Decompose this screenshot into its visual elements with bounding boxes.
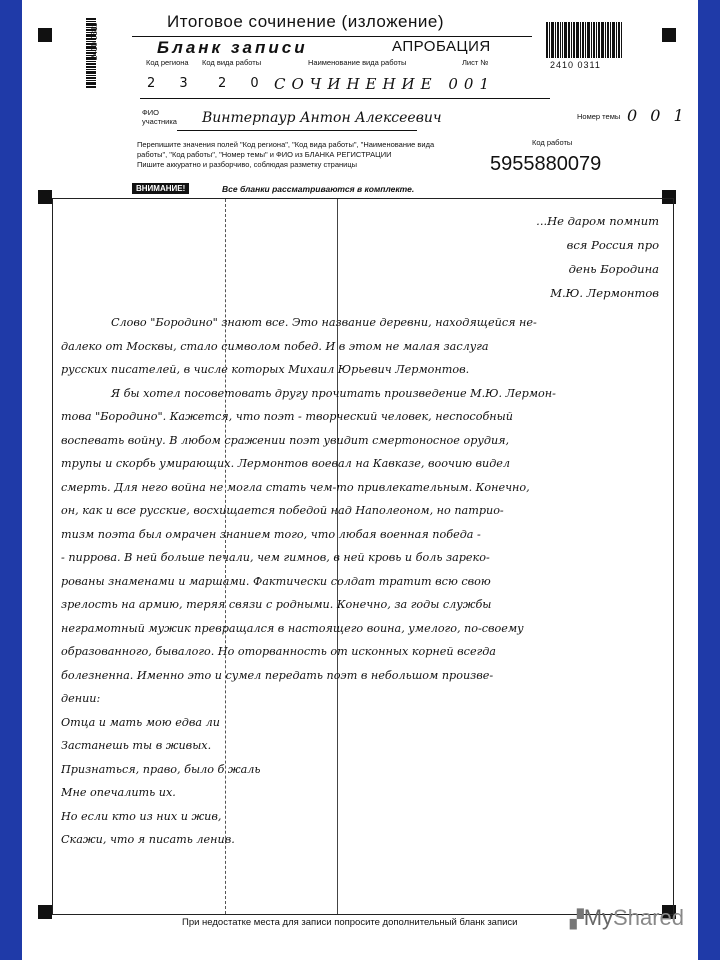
essay-line: Признаться, право, было б жаль bbox=[61, 762, 261, 776]
attention-badge: ВНИМАНИЕ! bbox=[132, 183, 189, 194]
instruction-line-1: Перепишите значения полей "Код региона", "Код вида работы", "Наименование вида bbox=[137, 140, 435, 149]
footer-note: При недостатке места для записи попросите дополнительный бланк записи bbox=[182, 917, 518, 928]
fio-label: ФИО участника bbox=[142, 108, 177, 126]
essay-line: Отца и мать мою едва ли bbox=[61, 715, 220, 729]
corner-marker-mid-left bbox=[38, 190, 52, 204]
fio-value: Винтерпаур Антон Алексеевич bbox=[202, 110, 442, 126]
essay-line: Слово "Бородино" знают все. Это название деревни, находящейся не- bbox=[111, 316, 537, 329]
essay-line: далеко от Москвы, стало символом побед. И в этом не малая заслуга bbox=[61, 339, 489, 353]
work-code-value: 5955880079 bbox=[490, 153, 602, 175]
codes-rule bbox=[140, 98, 550, 99]
essay-line: Я бы хотел посоветовать другу прочитать произведение М.Ю. Лермон- bbox=[111, 386, 556, 400]
work-code-label: Код работы bbox=[532, 138, 573, 147]
work-name-value: СОЧИНЕНИЕ 001 bbox=[274, 75, 495, 93]
essay-line: Но если кто из них и жив, bbox=[61, 809, 222, 823]
myshared-logo-icon: ▞ bbox=[569, 909, 584, 929]
work-name-label: Наименование вида работы bbox=[308, 58, 407, 67]
theme-number-value: 0 0 1 bbox=[627, 106, 688, 125]
top-barcode bbox=[546, 22, 636, 58]
essay-line: дении: bbox=[61, 692, 101, 705]
instruction-line-2: работы", "Код работы", "Номер темы" и ФИО из БЛАНКА РЕГИСТРАЦИИ bbox=[137, 150, 392, 159]
instructions bbox=[137, 140, 434, 170]
work-type-code-value: 2 0 bbox=[218, 76, 269, 91]
essay-line: - пиррова. В ней больше печали, чем гимнов, в ней кровь и боль зареко- bbox=[61, 551, 490, 564]
essay-line: Мне опечалить их. bbox=[61, 786, 176, 799]
corner-marker-top-left bbox=[38, 28, 52, 42]
essay-line: Застанешь ты в живых. bbox=[61, 739, 212, 752]
attention-text: Все бланки рассматриваются в комплекте. bbox=[222, 184, 415, 194]
instruction-line-3: Пишите аккуратно и разборчиво, соблюдая разметку страницы bbox=[137, 160, 358, 169]
side-barcode-number: 2410 0311 bbox=[90, 22, 99, 60]
work-type-code-label: Код вида работы bbox=[202, 58, 262, 67]
corner-marker-top-right bbox=[662, 28, 676, 42]
essay-text bbox=[61, 311, 661, 852]
corner-marker-bottom-left bbox=[38, 905, 52, 919]
essay-line: образованного, бывалого. Но оторванность от исконных корней всегда bbox=[61, 645, 496, 658]
essay-line: тизм поэта был омрачен знанием того, что любая военная победа - bbox=[61, 527, 481, 541]
sheet-number-label: Лист № bbox=[462, 58, 489, 67]
essay-line: смерть. Для него война не могла стать чем-то привлекательным. Конечно, bbox=[61, 480, 530, 494]
myshared-watermark bbox=[570, 905, 684, 931]
form-title: Итоговое сочинение (изложение) bbox=[167, 12, 445, 31]
epigraph-line-3: день Бородина bbox=[568, 262, 659, 276]
title-rule bbox=[132, 36, 532, 37]
essay-line: това "Бородино". Кажется, что поэт - творческий человек, неспособный bbox=[61, 410, 513, 423]
epigraph-line-4: М.Ю. Лермонтов bbox=[550, 286, 659, 300]
writing-area bbox=[52, 198, 674, 915]
region-code-label: Код региона bbox=[146, 58, 189, 67]
theme-number-label: Номер темы bbox=[577, 112, 621, 121]
essay-line: болезненна. Именно это и сумел передать поэт в небольшом произве- bbox=[61, 668, 494, 682]
fio-rule bbox=[177, 130, 417, 131]
essay-line: он, как и все русские, восхищается победой над Наполеоном, но патрио- bbox=[61, 504, 504, 517]
answer-sheet bbox=[22, 0, 698, 960]
essay-line: рованы знаменами и маршами. Фактически солдат тратит всю свою bbox=[61, 574, 491, 588]
essay-line: русских писателей, в числе которых Михаил Юрьевич Лермонтов. bbox=[61, 363, 470, 376]
essay-line: зрелость на армию, теряя связи с родными. Конечно, за годы службы bbox=[61, 598, 492, 611]
essay-line: трупы и скорбь умирающих. Лермонтов воевал на Кавказе, воочию видел bbox=[61, 457, 511, 470]
approbation-label: АПРОБАЦИЯ bbox=[392, 38, 491, 55]
epigraph-line-1: ...Не даром помнит bbox=[536, 214, 659, 228]
epigraph bbox=[536, 209, 659, 305]
region-code-value: 2 3 bbox=[147, 76, 198, 91]
brand-rest: Shared bbox=[613, 905, 684, 930]
top-barcode-number: 2410 0311 bbox=[550, 60, 601, 70]
essay-line: воспевать войну. В любом сражении поэт увидит смертоносное орудия, bbox=[61, 433, 510, 447]
essay-line: Скажи, что я писать ленив. bbox=[61, 833, 235, 846]
essay-line: неграмотный мужик превращался в настоящего воина, умелого, по-своему bbox=[61, 621, 524, 635]
form-name: Бланк записи bbox=[157, 38, 308, 57]
epigraph-line-2: вся Россия про bbox=[566, 238, 659, 252]
brand-my: My bbox=[583, 905, 614, 930]
